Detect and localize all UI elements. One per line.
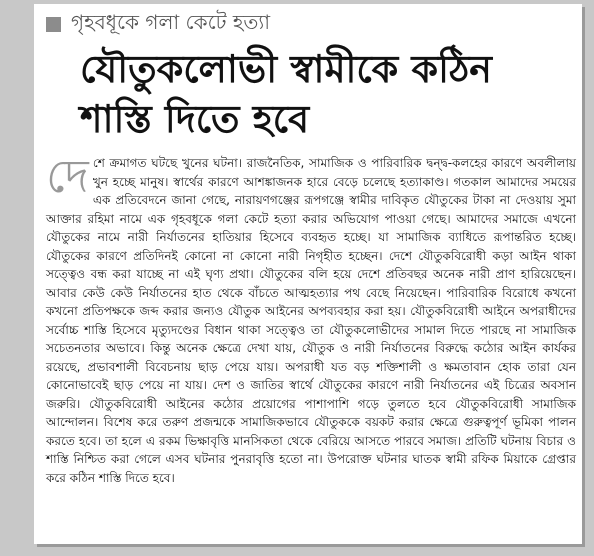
kicker (46, 10, 270, 38)
headline-line-2: শাস্তি দিতে হবে (80, 97, 310, 141)
drop-cap: দে (46, 149, 89, 203)
headline-line-1: যৌতুকলোভী স্বামীকে কঠিন (80, 47, 492, 91)
square-bullet-icon (46, 17, 61, 32)
article-body-text: শে ক্রমাগত ঘটছে খুনের ঘটনা। রাজনৈতিক, সামাজিক ও পারিবারিক দ্বন্দ্ব-কলহের কারণে অবলীলায় খুন হচ্ছে মানুষ। স্বার্থের কারণে আশঙ্কাজনক হারে বেড়ে চলেছে হত্যাকাণ্ড। গতকাল আমাদের সময়ের এক প্রতিবেদনে জানা গেছে, নারায়ণগঞ্জের রূপগঞ্জে স্বামীর দাবিকৃত যৌতুকের টাকা না দেওয়ায় সুমা আক্তার রহিমা নামে এক গৃহবধূকে গলা কেটে হত্যা করার অভিযোগ পাওয়া গেছে। আমাদের সমাজে এখনো যৌতুকের নামে নারী নির্যাতনের হাতিয়ার হিসেবে ব্যবহৃত হচ্ছে। যা সামাজিক ব্যাধিতে রূপান্তরিত হচ্ছে। যৌতুকের কারণে প্রতিদিনই কোনো না কোনো নারী নিগৃহীত হচ্ছেন। দেশে যৌতুকবিরোধী কড়া আইন থাকা সত্ত্বেও বন্ধ করা যাচ্ছে না এই ঘৃণ্য প্রথা। যৌতুকের বলি হয়ে দেশে প্রতিবছর অনেক নারী প্রাণ হারিয়েছেন। আবার কেউ কেউ নির্যাতনের হাত থেকে বাঁচতে আত্মহত্যার পথ বেছে নিয়েছেন। পারিবারিক বিরোধে কখনো কখনো প্রতিপক্ষকে জব্দ করার জন্যও যৌতুক আইনের অপব্যবহার করা হয়। যৌতুকবিরোধী আইনে অপরাধীদের সর্বোচ্চ শাস্তি হিসেবে মৃত্যুদণ্ডের বিধান থাকা সত্ত্বেও তা যৌতুকলোভীদের সামাল দিতে পারছে না সামাজিক সচেতনতার অভাবে। কিন্তু অনেক ক্ষেত্রে দেখা যায়, যৌতুক ও নারী নির্যাতনের বিরুদ্ধে কঠোর আইন কার্যকর রয়েছে, প্রভাবশালী বিবেচনায় ছাড় পেয়ে যায়। অপরাধী যত বড় শক্তিশালী ও ক্ষমতাবান হোক তারা যেন কোনোভাবেই ছাড় পেয়ে না যায়। দেশ ও জাতির স্বার্থে যৌতুকের কারণে নারী নির্যাতনের এই চিত্রের অবসান জরুরি। যৌতুকবিরোধী আইনের কঠোর প্রয়োগের পাশাপাশি গড়ে তুলতে হবে যৌতুকবিরোধী সামাজিক আন্দোলন। বিশেষ করে তরুণ প্রজন্মকে সামাজিকভাবে যৌতুককে বয়কট করার ক্ষেত্রে গুরুত্বপূর্ণ ভূমিকা পালন করতে হবে। তা হলে এ রকম ভিক্ষাবৃত্তি মানসিকতা থেকে বেরিয়ে আসতে পারবে সমাজ। প্রতিটি ঘটনায় বিচার ও শাস্তি নিশ্চিত করা গেলে এসব ঘটনার পুনরাবৃত্তি হতো না। উপরোক্ত ঘটনার ঘাতক স্বামী রফিক মিয়াকে গ্রেপ্তার করে কঠিন শাস্তি দিতে হবে। (46, 156, 576, 485)
newspaper-clipping (34, 4, 582, 544)
headline (80, 44, 570, 144)
kicker-text: গৃহবধূকে গলা কেটে হত্যা (71, 9, 271, 34)
article-body (46, 149, 576, 487)
